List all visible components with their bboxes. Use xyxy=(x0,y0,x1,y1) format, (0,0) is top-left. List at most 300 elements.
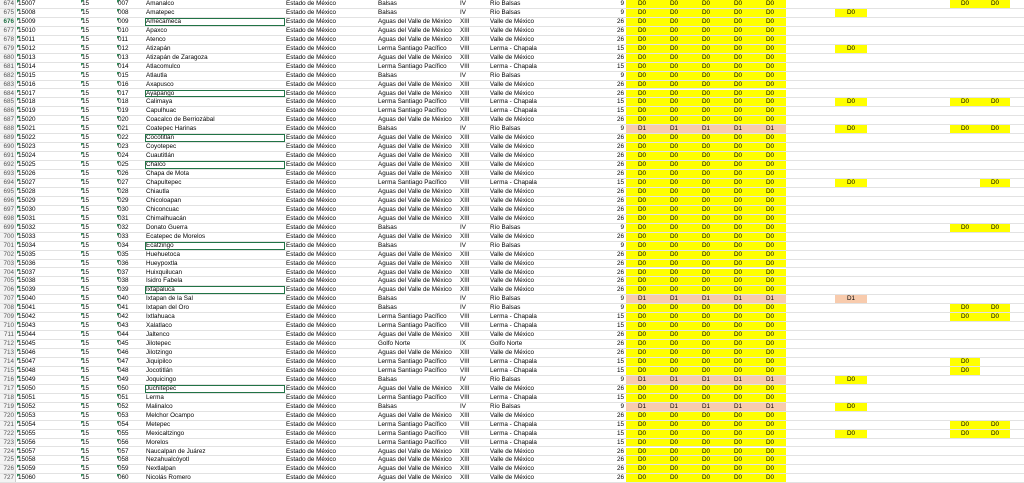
cell-extra-level[interactable] xyxy=(835,448,867,456)
row-header[interactable]: 697 xyxy=(0,206,16,214)
cell-drought-level[interactable]: D0 xyxy=(690,313,722,321)
cell-drought-level[interactable]: D1 xyxy=(754,295,786,303)
cell-clave[interactable]: 15054 xyxy=(18,420,36,428)
cell-municipio[interactable]: Isidro Fabela xyxy=(146,277,183,285)
cell-organismo[interactable]: Lerma Santiago Pacífico xyxy=(378,393,447,401)
cell-organismo[interactable]: Lerma Santiago Pacífico xyxy=(378,420,447,428)
cell-municipio[interactable]: Ixtlahuaca xyxy=(146,313,175,321)
cell-drought-level[interactable]: D0 xyxy=(658,385,690,393)
row-header[interactable]: 715 xyxy=(0,367,16,375)
cell-municipio[interactable]: Donato Guerra xyxy=(146,223,188,231)
cell-drought-level[interactable]: D0 xyxy=(754,90,786,98)
cell-estado-clave[interactable]: 15 xyxy=(82,223,90,231)
cell-cuenca[interactable]: Valle de México xyxy=(490,474,534,482)
row-header[interactable]: 710 xyxy=(0,322,16,330)
cell-estado-clave[interactable]: 15 xyxy=(82,125,90,133)
cell-clave[interactable]: 15018 xyxy=(18,98,36,106)
cell-region-numeral[interactable]: VIII xyxy=(460,107,470,115)
cell-drought-level[interactable]: D0 xyxy=(626,215,658,223)
cell-drought-level[interactable]: D0 xyxy=(754,161,786,169)
cell-municipio[interactable]: Amanalco xyxy=(146,0,175,7)
cell-numero[interactable]: 15 xyxy=(616,366,624,374)
row-header[interactable]: 709 xyxy=(0,313,16,321)
cell-organismo[interactable]: Lerma Santiago Pacífico xyxy=(378,98,447,106)
cell-drought-level[interactable]: D0 xyxy=(722,260,754,268)
cell-drought-level[interactable]: D0 xyxy=(690,394,722,402)
cell-extra-level[interactable] xyxy=(980,170,1010,178)
cell-region-numeral[interactable]: XIII xyxy=(460,152,470,160)
cell-cuenca[interactable]: Lerma - Chapala xyxy=(490,179,537,186)
cell-organismo[interactable]: Aguas del Valle de México xyxy=(378,259,452,267)
cell-numero[interactable]: 26 xyxy=(616,411,624,419)
cell-clave[interactable]: 15043 xyxy=(18,322,36,330)
cell-estado-clave[interactable]: 15 xyxy=(82,0,90,7)
cell-drought-level[interactable]: D0 xyxy=(626,313,658,321)
cell-extra-level[interactable] xyxy=(835,107,867,115)
cell-region-numeral[interactable]: VIII xyxy=(460,429,470,437)
cell-municipio-clave[interactable]: 033 xyxy=(118,232,129,240)
cell-clave[interactable]: 15020 xyxy=(18,116,36,124)
cell-drought-level[interactable]: D0 xyxy=(658,439,690,447)
cell-drought-level[interactable]: D0 xyxy=(754,45,786,53)
cell-municipio-clave[interactable]: 042 xyxy=(118,313,129,321)
cell-municipio-clave[interactable]: 018 xyxy=(118,98,129,106)
cell-extra-level[interactable] xyxy=(980,81,1010,89)
cell-extra-level[interactable] xyxy=(950,260,980,268)
row-header[interactable]: 694 xyxy=(0,179,16,187)
cell-extra-level[interactable] xyxy=(980,36,1010,44)
cell-drought-level[interactable]: D0 xyxy=(626,394,658,402)
cell-drought-level[interactable]: D0 xyxy=(626,421,658,429)
cell-extra-level[interactable] xyxy=(835,439,867,447)
cell-estado[interactable]: Estado de México xyxy=(286,170,337,178)
cell-drought-level[interactable]: D0 xyxy=(722,331,754,339)
cell-estado-clave[interactable]: 15 xyxy=(82,411,90,419)
cell-extra-level[interactable]: D0 xyxy=(950,304,980,312)
cell-estado[interactable]: Estado de México xyxy=(286,402,337,410)
cell-estado-clave[interactable]: 15 xyxy=(82,241,90,249)
cell-organismo[interactable]: Aguas del Valle de México xyxy=(378,286,452,294)
cell-clave[interactable]: 15057 xyxy=(18,447,36,455)
cell-estado[interactable]: Estado de México xyxy=(286,107,337,115)
cell-numero[interactable]: 9 xyxy=(620,0,624,7)
cell-clave[interactable]: 15021 xyxy=(18,125,36,133)
cell-drought-level[interactable]: D0 xyxy=(722,358,754,366)
cell-clave[interactable]: 15044 xyxy=(18,331,36,339)
cell-region-numeral[interactable]: IV xyxy=(460,241,466,249)
cell-drought-level[interactable]: D1 xyxy=(658,125,690,133)
cell-drought-level[interactable]: D0 xyxy=(722,98,754,106)
cell-clave[interactable]: 15032 xyxy=(18,223,36,231)
cell-clave[interactable]: 15028 xyxy=(18,187,36,195)
cell-municipio[interactable]: Jilotepec xyxy=(146,340,171,348)
cell-drought-level[interactable]: D0 xyxy=(754,474,786,482)
cell-organismo[interactable]: Balsas xyxy=(378,402,397,410)
cell-extra-level[interactable] xyxy=(980,260,1010,268)
cell-drought-level[interactable]: D0 xyxy=(690,286,722,294)
cell-drought-level[interactable]: D0 xyxy=(690,215,722,223)
cell-numero[interactable]: 15 xyxy=(616,420,624,428)
cell-drought-level[interactable]: D0 xyxy=(626,385,658,393)
cell-drought-level[interactable]: D0 xyxy=(626,45,658,53)
cell-numero[interactable]: 26 xyxy=(616,196,624,204)
cell-cuenca[interactable]: Valle de México xyxy=(490,349,534,357)
cell-estado-clave[interactable]: 15 xyxy=(82,465,90,473)
cell-estado-clave[interactable]: 15 xyxy=(82,250,90,258)
row-header[interactable]: 679 xyxy=(0,45,16,53)
cell-cuenca[interactable]: Valle de México xyxy=(490,232,534,240)
cell-estado-clave[interactable]: 15 xyxy=(82,304,90,312)
cell-municipio-clave[interactable]: 053 xyxy=(118,411,129,419)
cell-drought-level[interactable]: D0 xyxy=(754,63,786,71)
cell-estado[interactable]: Estado de México xyxy=(286,80,337,88)
cell-drought-level[interactable]: D0 xyxy=(658,251,690,259)
cell-drought-level[interactable]: D0 xyxy=(754,18,786,26)
cell-drought-level[interactable]: D0 xyxy=(754,322,786,330)
cell-municipio-clave[interactable]: 027 xyxy=(118,179,129,186)
cell-estado[interactable]: Estado de México xyxy=(286,35,337,43)
row-header[interactable]: 705 xyxy=(0,277,16,285)
cell-drought-level[interactable]: D1 xyxy=(754,376,786,384)
cell-numero[interactable]: 9 xyxy=(620,125,624,133)
cell-extra-level[interactable]: D0 xyxy=(980,98,1010,106)
cell-municipio[interactable]: Chiautla xyxy=(146,187,170,195)
cell-drought-level[interactable]: D0 xyxy=(658,206,690,214)
row-header[interactable]: 677 xyxy=(0,27,16,35)
row-header[interactable]: 698 xyxy=(0,215,16,223)
cell-extra-level[interactable] xyxy=(980,63,1010,71)
cell-drought-level[interactable]: D0 xyxy=(626,134,658,142)
cell-drought-level[interactable]: D0 xyxy=(754,394,786,402)
cell-extra-level[interactable] xyxy=(950,36,980,44)
cell-estado[interactable]: Estado de México xyxy=(286,179,337,186)
row-header[interactable]: 711 xyxy=(0,331,16,339)
cell-drought-level[interactable]: D0 xyxy=(658,81,690,89)
cell-numero[interactable]: 15 xyxy=(616,179,624,186)
cell-cuenca[interactable]: Valle de México xyxy=(490,161,534,169)
cell-extra-level[interactable] xyxy=(835,170,867,178)
cell-region-numeral[interactable]: XIII xyxy=(460,286,470,294)
cell-municipio-clave[interactable]: 040 xyxy=(118,295,129,303)
cell-drought-level[interactable]: D0 xyxy=(658,197,690,205)
cell-clave[interactable]: 15030 xyxy=(18,205,36,213)
cell-municipio-clave[interactable]: 056 xyxy=(118,438,129,446)
cell-municipio[interactable]: Calimaya xyxy=(146,98,173,106)
row-header[interactable]: 683 xyxy=(0,81,16,89)
cell-region-numeral[interactable]: IV xyxy=(460,71,466,79)
cell-extra-level[interactable] xyxy=(950,63,980,71)
cell-drought-level[interactable]: D0 xyxy=(626,116,658,124)
cell-cuenca[interactable]: Río Balsas xyxy=(490,125,521,133)
cell-drought-level[interactable]: D0 xyxy=(690,367,722,375)
cell-region-numeral[interactable]: XIII xyxy=(460,187,470,195)
cell-region-numeral[interactable]: XIII xyxy=(460,349,470,357)
cell-clave[interactable]: 15040 xyxy=(18,295,36,303)
cell-estado[interactable]: Estado de México xyxy=(286,259,337,267)
cell-extra-level[interactable] xyxy=(980,206,1010,214)
cell-extra-level[interactable] xyxy=(980,72,1010,80)
cell-clave[interactable]: 15034 xyxy=(18,241,36,249)
cell-organismo[interactable]: Aguas del Valle de México xyxy=(378,474,452,482)
cell-numero[interactable]: 9 xyxy=(620,71,624,79)
cell-drought-level[interactable]: D0 xyxy=(754,421,786,429)
cell-drought-level[interactable]: D0 xyxy=(754,116,786,124)
cell-drought-level[interactable]: D0 xyxy=(690,304,722,312)
cell-estado[interactable]: Estado de México xyxy=(286,429,337,437)
cell-drought-level[interactable]: D0 xyxy=(754,197,786,205)
cell-municipio-clave[interactable]: 031 xyxy=(118,214,129,222)
row-header[interactable]: 726 xyxy=(0,465,16,473)
cell-clave[interactable]: 15053 xyxy=(18,411,36,419)
cell-estado-clave[interactable]: 15 xyxy=(82,143,90,151)
cell-extra-level[interactable]: D0 xyxy=(980,304,1010,312)
cell-municipio-clave[interactable]: 059 xyxy=(118,465,129,473)
cell-drought-level[interactable]: D0 xyxy=(722,107,754,115)
cell-organismo[interactable]: Lerma Santiago Pacífico xyxy=(378,322,447,330)
cell-drought-level[interactable]: D0 xyxy=(626,465,658,473)
cell-drought-level[interactable]: D0 xyxy=(690,18,722,26)
cell-drought-level[interactable]: D0 xyxy=(626,36,658,44)
cell-drought-level[interactable]: D0 xyxy=(658,134,690,142)
cell-organismo[interactable]: Balsas xyxy=(378,71,397,79)
cell-organismo[interactable]: Balsas xyxy=(378,125,397,133)
cell-region-numeral[interactable]: XIII xyxy=(460,411,470,419)
cell-estado-clave[interactable]: 15 xyxy=(82,259,90,267)
cell-extra-level[interactable]: D0 xyxy=(950,98,980,106)
cell-region-numeral[interactable]: VIII xyxy=(460,420,470,428)
cell-drought-level[interactable]: D0 xyxy=(722,430,754,438)
cell-drought-level[interactable]: D0 xyxy=(690,143,722,151)
cell-drought-level[interactable]: D0 xyxy=(658,269,690,277)
cell-clave[interactable]: 15007 xyxy=(18,0,36,7)
cell-drought-level[interactable]: D0 xyxy=(722,179,754,187)
cell-extra-level[interactable] xyxy=(950,448,980,456)
cell-drought-level[interactable]: D0 xyxy=(722,367,754,375)
cell-drought-level[interactable]: D0 xyxy=(658,72,690,80)
cell-organismo[interactable]: Aguas del Valle de México xyxy=(378,456,452,464)
cell-estado-clave[interactable]: 15 xyxy=(82,295,90,303)
cell-drought-level[interactable]: D0 xyxy=(658,474,690,482)
cell-cuenca[interactable]: Río Balsas xyxy=(490,8,521,16)
cell-organismo[interactable]: Lerma Santiago Pacífico xyxy=(378,107,447,115)
cell-extra-level[interactable] xyxy=(835,242,867,250)
cell-estado-clave[interactable]: 15 xyxy=(82,152,90,160)
cell-drought-level[interactable]: D0 xyxy=(722,385,754,393)
cell-extra-level[interactable] xyxy=(980,161,1010,169)
cell-estado-clave[interactable]: 15 xyxy=(82,80,90,88)
cell-municipio-clave[interactable]: 021 xyxy=(118,125,129,133)
cell-extra-level[interactable] xyxy=(835,474,867,482)
cell-drought-level[interactable]: D0 xyxy=(754,179,786,187)
cell-extra-level[interactable]: D0 xyxy=(950,430,980,438)
cell-municipio-clave[interactable]: 038 xyxy=(118,277,129,285)
cell-estado[interactable]: Estado de México xyxy=(286,196,337,204)
row-header[interactable]: 689 xyxy=(0,134,16,142)
cell-cuenca[interactable]: Río Balsas xyxy=(490,223,521,231)
row-header[interactable]: 691 xyxy=(0,152,16,160)
cell-extra-level[interactable] xyxy=(980,465,1010,473)
cell-estado[interactable]: Estado de México xyxy=(286,304,337,312)
cell-organismo[interactable]: Balsas xyxy=(378,8,397,16)
cell-drought-level[interactable]: D1 xyxy=(722,125,754,133)
cell-region-numeral[interactable]: XIII xyxy=(460,250,470,258)
cell-extra-level[interactable] xyxy=(835,116,867,124)
cell-drought-level[interactable]: D0 xyxy=(690,116,722,124)
cell-estado-clave[interactable]: 15 xyxy=(82,474,90,482)
cell-municipio[interactable]: Chalco xyxy=(145,161,285,169)
cell-numero[interactable]: 26 xyxy=(616,384,624,392)
cell-region-numeral[interactable]: IX xyxy=(460,340,466,348)
cell-estado-clave[interactable]: 15 xyxy=(82,358,90,365)
cell-extra-level[interactable]: D0 xyxy=(835,125,867,133)
cell-drought-level[interactable]: D0 xyxy=(754,385,786,393)
cell-drought-level[interactable]: D0 xyxy=(754,215,786,223)
cell-extra-level[interactable] xyxy=(835,215,867,223)
cell-extra-level[interactable]: D0 xyxy=(950,313,980,321)
cell-estado-clave[interactable]: 15 xyxy=(82,456,90,464)
cell-estado[interactable]: Estado de México xyxy=(286,420,337,428)
cell-drought-level[interactable]: D0 xyxy=(626,349,658,357)
cell-extra-level[interactable] xyxy=(980,322,1010,330)
cell-drought-level[interactable]: D0 xyxy=(754,456,786,464)
cell-region-numeral[interactable]: XIII xyxy=(460,259,470,267)
cell-drought-level[interactable]: D0 xyxy=(722,116,754,124)
cell-municipio[interactable]: Chapultepec xyxy=(146,179,182,186)
cell-drought-level[interactable]: D1 xyxy=(690,295,722,303)
cell-drought-level[interactable]: D0 xyxy=(722,322,754,330)
cell-extra-level[interactable] xyxy=(950,340,980,348)
cell-drought-level[interactable]: D0 xyxy=(658,179,690,187)
cell-clave[interactable]: 15015 xyxy=(18,71,36,79)
cell-estado-clave[interactable]: 15 xyxy=(82,26,90,34)
cell-drought-level[interactable]: D0 xyxy=(690,188,722,196)
cell-region-numeral[interactable]: XIII xyxy=(460,53,470,61)
row-header[interactable]: 708 xyxy=(0,304,16,312)
cell-extra-level[interactable] xyxy=(835,394,867,402)
cell-clave[interactable]: 15022 xyxy=(18,134,36,142)
cell-region-numeral[interactable]: XIII xyxy=(460,26,470,34)
cell-municipio[interactable]: Coacalco de Berriozábal xyxy=(146,116,215,124)
cell-municipio[interactable]: Malinalco xyxy=(146,402,173,410)
cell-drought-level[interactable]: D0 xyxy=(754,170,786,178)
cell-extra-level[interactable] xyxy=(835,54,867,62)
cell-organismo[interactable]: Aguas del Valle de México xyxy=(378,331,452,339)
cell-organismo[interactable]: Lerma Santiago Pacífico xyxy=(378,358,447,365)
cell-organismo[interactable]: Aguas del Valle de México xyxy=(378,214,452,222)
cell-estado[interactable]: Estado de México xyxy=(286,116,337,124)
cell-numero[interactable]: 9 xyxy=(620,241,624,249)
cell-municipio[interactable]: Lerma xyxy=(146,393,164,401)
cell-estado[interactable]: Estado de México xyxy=(286,44,337,52)
cell-region-numeral[interactable]: XIII xyxy=(460,170,470,178)
cell-organismo[interactable]: Balsas xyxy=(378,295,397,303)
cell-drought-level[interactable]: D1 xyxy=(658,376,690,384)
cell-estado[interactable]: Estado de México xyxy=(286,143,337,151)
cell-organismo[interactable]: Lerma Santiago Pacífico xyxy=(378,62,447,70)
cell-cuenca[interactable]: Valle de México xyxy=(490,465,534,473)
cell-extra-level[interactable] xyxy=(980,269,1010,277)
cell-estado[interactable]: Estado de México xyxy=(286,0,337,7)
cell-extra-level[interactable] xyxy=(950,134,980,142)
cell-organismo[interactable]: Lerma Santiago Pacífico xyxy=(378,429,447,437)
cell-extra-level[interactable] xyxy=(835,340,867,348)
cell-drought-level[interactable]: D0 xyxy=(754,412,786,420)
cell-drought-level[interactable]: D0 xyxy=(722,81,754,89)
cell-drought-level[interactable]: D0 xyxy=(690,448,722,456)
cell-region-numeral[interactable]: XIII xyxy=(460,143,470,151)
cell-extra-level[interactable] xyxy=(980,456,1010,464)
cell-clave[interactable]: 15010 xyxy=(18,26,36,34)
cell-estado[interactable]: Estado de México xyxy=(286,8,337,16)
cell-drought-level[interactable]: D1 xyxy=(690,403,722,411)
cell-cuenca[interactable]: Lerma - Chapala xyxy=(490,107,537,115)
cell-municipio[interactable]: Jocotitlán xyxy=(146,366,173,374)
cell-drought-level[interactable]: D0 xyxy=(690,439,722,447)
cell-numero[interactable]: 26 xyxy=(616,340,624,348)
cell-estado[interactable]: Estado de México xyxy=(286,152,337,160)
cell-cuenca[interactable]: Valle de México xyxy=(490,116,534,124)
cell-municipio[interactable]: Chapa de Mota xyxy=(146,170,190,178)
cell-extra-level[interactable] xyxy=(980,394,1010,402)
cell-drought-level[interactable]: D0 xyxy=(658,170,690,178)
cell-organismo[interactable]: Aguas del Valle de México xyxy=(378,196,452,204)
cell-drought-level[interactable]: D0 xyxy=(626,367,658,375)
cell-cuenca[interactable]: Río Balsas xyxy=(490,241,521,249)
cell-estado-clave[interactable]: 15 xyxy=(82,331,90,339)
cell-drought-level[interactable]: D0 xyxy=(754,367,786,375)
cell-numero[interactable]: 26 xyxy=(616,268,624,276)
row-header[interactable]: 684 xyxy=(0,90,16,98)
cell-drought-level[interactable]: D0 xyxy=(722,233,754,241)
row-header[interactable]: 693 xyxy=(0,170,16,178)
cell-drought-level[interactable]: D0 xyxy=(658,367,690,375)
cell-municipio[interactable]: Axapusco xyxy=(146,80,174,88)
cell-municipio[interactable]: Chicoloapan xyxy=(146,196,182,204)
cell-extra-level[interactable] xyxy=(950,251,980,259)
cell-extra-level[interactable] xyxy=(950,394,980,402)
cell-region-numeral[interactable]: XIII xyxy=(460,196,470,204)
cell-cuenca[interactable]: Lerma - Chapala xyxy=(490,44,537,52)
cell-region-numeral[interactable]: XIII xyxy=(460,232,470,240)
cell-drought-level[interactable]: D1 xyxy=(754,125,786,133)
cell-cuenca[interactable]: Valle de México xyxy=(490,35,534,43)
cell-municipio[interactable]: Nextlalpan xyxy=(146,465,176,473)
cell-numero[interactable]: 15 xyxy=(616,62,624,70)
cell-extra-level[interactable] xyxy=(950,242,980,250)
row-header[interactable]: 682 xyxy=(0,72,16,80)
cell-drought-level[interactable]: D0 xyxy=(722,161,754,169)
cell-estado-clave[interactable]: 15 xyxy=(82,366,90,374)
cell-drought-level[interactable]: D0 xyxy=(722,448,754,456)
cell-drought-level[interactable]: D1 xyxy=(722,376,754,384)
cell-organismo[interactable]: Aguas del Valle de México xyxy=(378,250,452,258)
cell-drought-level[interactable]: D0 xyxy=(626,439,658,447)
cell-region-numeral[interactable]: VIII xyxy=(460,62,470,70)
row-header[interactable]: 699 xyxy=(0,224,16,232)
cell-extra-level[interactable] xyxy=(835,286,867,294)
cell-numero[interactable]: 9 xyxy=(620,8,624,16)
cell-municipio-clave[interactable]: 036 xyxy=(118,259,129,267)
cell-drought-level[interactable]: D0 xyxy=(754,430,786,438)
cell-numero[interactable]: 15 xyxy=(616,322,624,330)
cell-drought-level[interactable]: D0 xyxy=(690,331,722,339)
cell-extra-level[interactable] xyxy=(980,349,1010,357)
cell-drought-level[interactable]: D0 xyxy=(658,277,690,285)
cell-estado[interactable]: Estado de México xyxy=(286,250,337,258)
cell-drought-level[interactable]: D0 xyxy=(658,313,690,321)
cell-clave[interactable]: 15052 xyxy=(18,402,36,410)
cell-drought-level[interactable]: D0 xyxy=(754,188,786,196)
